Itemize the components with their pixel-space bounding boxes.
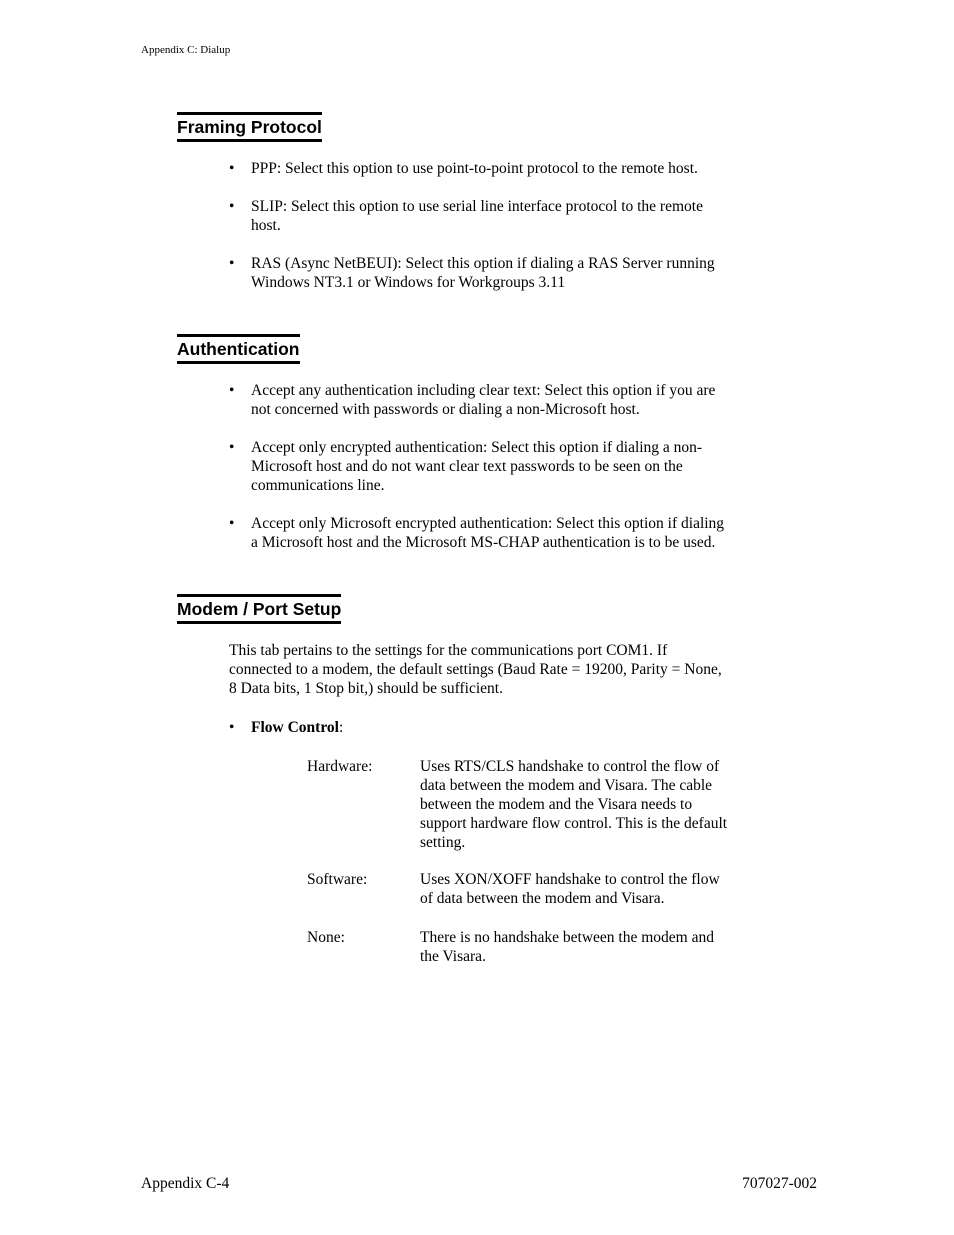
list-item: [229, 159, 729, 178]
bullet-icon: •: [229, 439, 235, 456]
list-item-text: Accept only Microsoft encrypted authentication: Select this option if dialing a Microsoft host and the Microsoft MS-CHAP authentication is to be used.: [251, 515, 725, 551]
footer-document-number: 707027-002: [742, 1175, 817, 1192]
section-heading-framing-protocol: Framing Protocol: [177, 112, 322, 142]
flow-control-item: [229, 718, 343, 737]
list-item-text: Accept only encrypted authentication: Select this option if dialing a non-Microsoft host and do not want clear text passwords to be seen on the communications line.: [251, 439, 703, 494]
bullet-icon: •: [229, 255, 235, 272]
bullet-icon: •: [229, 382, 235, 399]
flow-control-label: Flow Control: [251, 719, 339, 736]
list-item: [229, 197, 729, 235]
footer-page-number: Appendix C-4: [141, 1175, 230, 1192]
definition-term-hardware: Hardware:: [307, 758, 373, 775]
list-item-text: SLIP: Select this option to use serial line interface protocol to the remote host.: [251, 198, 703, 234]
definition-desc-software: Uses XON/XOFF handshake to control the flow of data between the modem and Visara.: [420, 871, 720, 907]
section-heading-modem-port-setup: Modem / Port Setup: [177, 594, 341, 624]
definition-term-none: None:: [307, 929, 345, 946]
list-item-text: PPP: Select this option to use point-to-point protocol to the remote host.: [251, 160, 698, 177]
list-item: [229, 514, 729, 552]
bullet-icon: •: [229, 719, 235, 736]
list-item-text: RAS (Async NetBEUI): Select this option if dialing a RAS Server running Windows NT3.1 or Windows for Workgroups 3.11: [251, 255, 715, 291]
modem-intro-paragraph: This tab pertains to the settings for the communications port COM1. If connected to a modem, the default settings (Baud Rate = 19200, Parity = None, 8 Data bits, 1 Stop bit,) should be sufficient.: [229, 642, 722, 697]
bullet-icon: •: [229, 198, 235, 215]
list-item: [229, 381, 729, 419]
bullet-icon: •: [229, 515, 235, 532]
section-heading-authentication: Authentication: [177, 334, 300, 364]
flow-control-colon: :: [338, 719, 344, 736]
list-item: [229, 438, 729, 495]
definition-desc-none: There is no handshake between the modem and the Visara.: [420, 929, 714, 965]
definition-desc-hardware: Uses RTS/CLS handshake to control the flow of data between the modem and Visara. The cable between the modem and the Visara needs to support hardware flow control. This is the default setting.: [420, 758, 728, 851]
authentication-list: [229, 381, 729, 571]
bullet-icon: •: [229, 160, 235, 177]
running-header: Appendix C: Dialup: [141, 44, 231, 56]
definition-term-software: Software:: [307, 871, 368, 888]
list-item: [229, 254, 729, 292]
list-item-text: Accept any authentication including clear text: Select this option if you are not concerned with passwords or dialing a non-Microsoft host.: [251, 382, 716, 418]
framing-protocol-list: [229, 159, 729, 311]
